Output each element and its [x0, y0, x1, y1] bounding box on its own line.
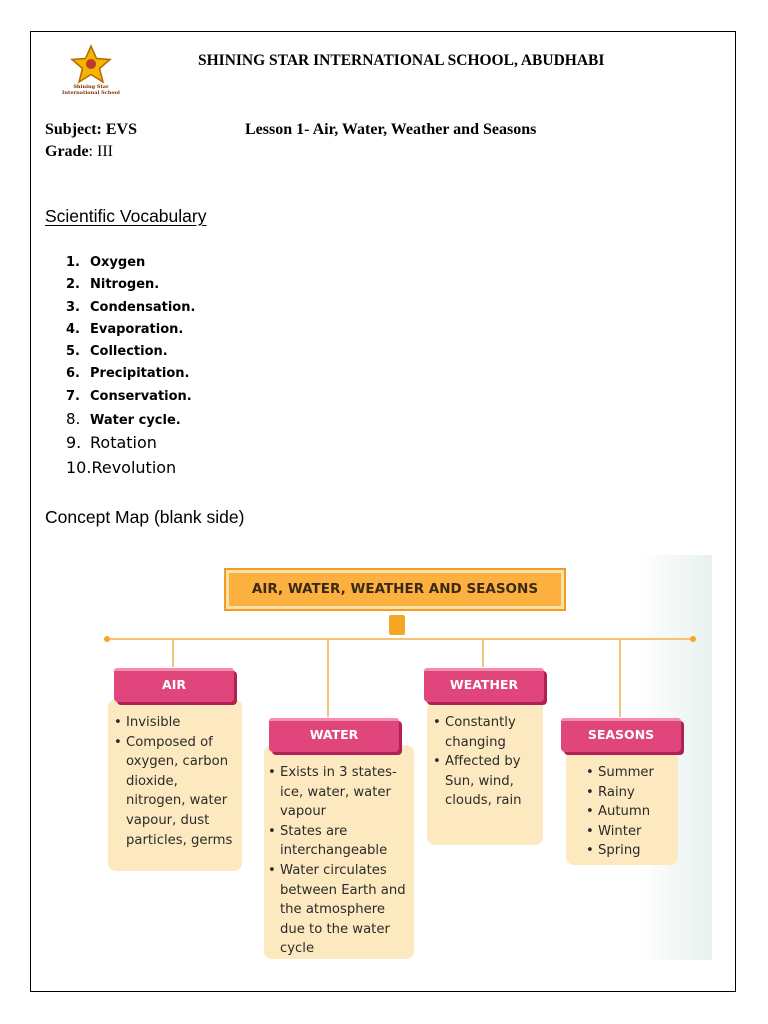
concept-map-title: AIR, WATER, WEATHER AND SEASONS [226, 570, 564, 609]
school-name: SHINING STAR INTERNATIONAL SCHOOL, ABUDHABI [198, 52, 605, 69]
weather-box [427, 701, 543, 845]
list-item: • Affected by Sun, wind, clouds, rain [433, 752, 539, 811]
list-item: • Winter [586, 822, 674, 842]
item-text: Condensation. [90, 299, 196, 315]
subject-label: Subject: EVS [45, 121, 138, 138]
weather-tag: WEATHER [424, 668, 544, 702]
list-item: • Autumn [586, 802, 674, 822]
air-box [108, 699, 242, 871]
item-text: Oxygen [90, 255, 146, 270]
grade-label: Grade [45, 143, 89, 160]
item-number: 1. [66, 255, 80, 270]
item-text: Nitrogen. [90, 277, 160, 293]
star-logo-icon [68, 44, 114, 84]
item-number: 8. [66, 410, 81, 429]
list-item [66, 341, 195, 363]
item-number: 2. [66, 277, 80, 293]
vocabulary-title: Scientific Vocabulary [45, 206, 207, 226]
list-item [66, 455, 195, 480]
item-number: 4. [66, 321, 80, 337]
item-number: 9. [66, 433, 82, 453]
list-item: • Invisible [114, 713, 238, 733]
grade-line [45, 143, 113, 161]
list-item [66, 386, 195, 408]
list-item: • Water circulates between Earth and the atmosphere due to the water cycle [268, 861, 410, 959]
vocabulary-list [66, 252, 195, 480]
list-item: • Summer [586, 763, 674, 783]
list-item: • Rainy [586, 783, 674, 803]
item-text: Evaporation. [90, 321, 184, 337]
item-number: 7. [66, 388, 80, 404]
list-item [66, 408, 195, 430]
grade-value: : III [88, 143, 113, 160]
item-text: Revolution [91, 458, 177, 478]
item-text: Water cycle. [90, 413, 181, 429]
item-number: 3. [66, 299, 80, 315]
list-item [66, 297, 195, 319]
school-logo [56, 44, 126, 96]
list-item: • Exists in 3 states- ice, water, water vapour [268, 763, 410, 822]
list-item [66, 319, 195, 341]
item-text: Collection. [90, 344, 168, 360]
list-item [66, 252, 195, 274]
water-tag: WATER [269, 718, 399, 752]
item-number: 6. [66, 366, 80, 382]
seasons-tag: SEASONS [561, 718, 681, 752]
water-box [264, 745, 414, 959]
list-item [66, 274, 195, 296]
item-text: Rotation [90, 433, 157, 453]
list-item: • Composed of oxygen, carbon dioxide, nitrogen, water vapour, dust particles, germs [114, 733, 238, 851]
item-number: 10. [66, 458, 92, 478]
seasons-box [566, 751, 678, 865]
list-item [66, 430, 195, 455]
item-number: 5. [66, 344, 80, 360]
logo-text: Shining Star International School [62, 84, 120, 96]
list-item: • Spring [586, 841, 674, 861]
list-item: • States are interchangeable [268, 822, 410, 861]
concept-map-label: Concept Map (blank side) [45, 507, 245, 527]
list-item: • Constantly changing [433, 713, 539, 752]
air-tag: AIR [114, 668, 234, 702]
lesson-title: Lesson 1- Air, Water, Weather and Seasons [245, 121, 537, 138]
list-item [66, 363, 195, 385]
concept-map [99, 555, 712, 960]
item-text: Conservation. [90, 388, 192, 404]
item-text: Precipitation. [90, 366, 190, 382]
